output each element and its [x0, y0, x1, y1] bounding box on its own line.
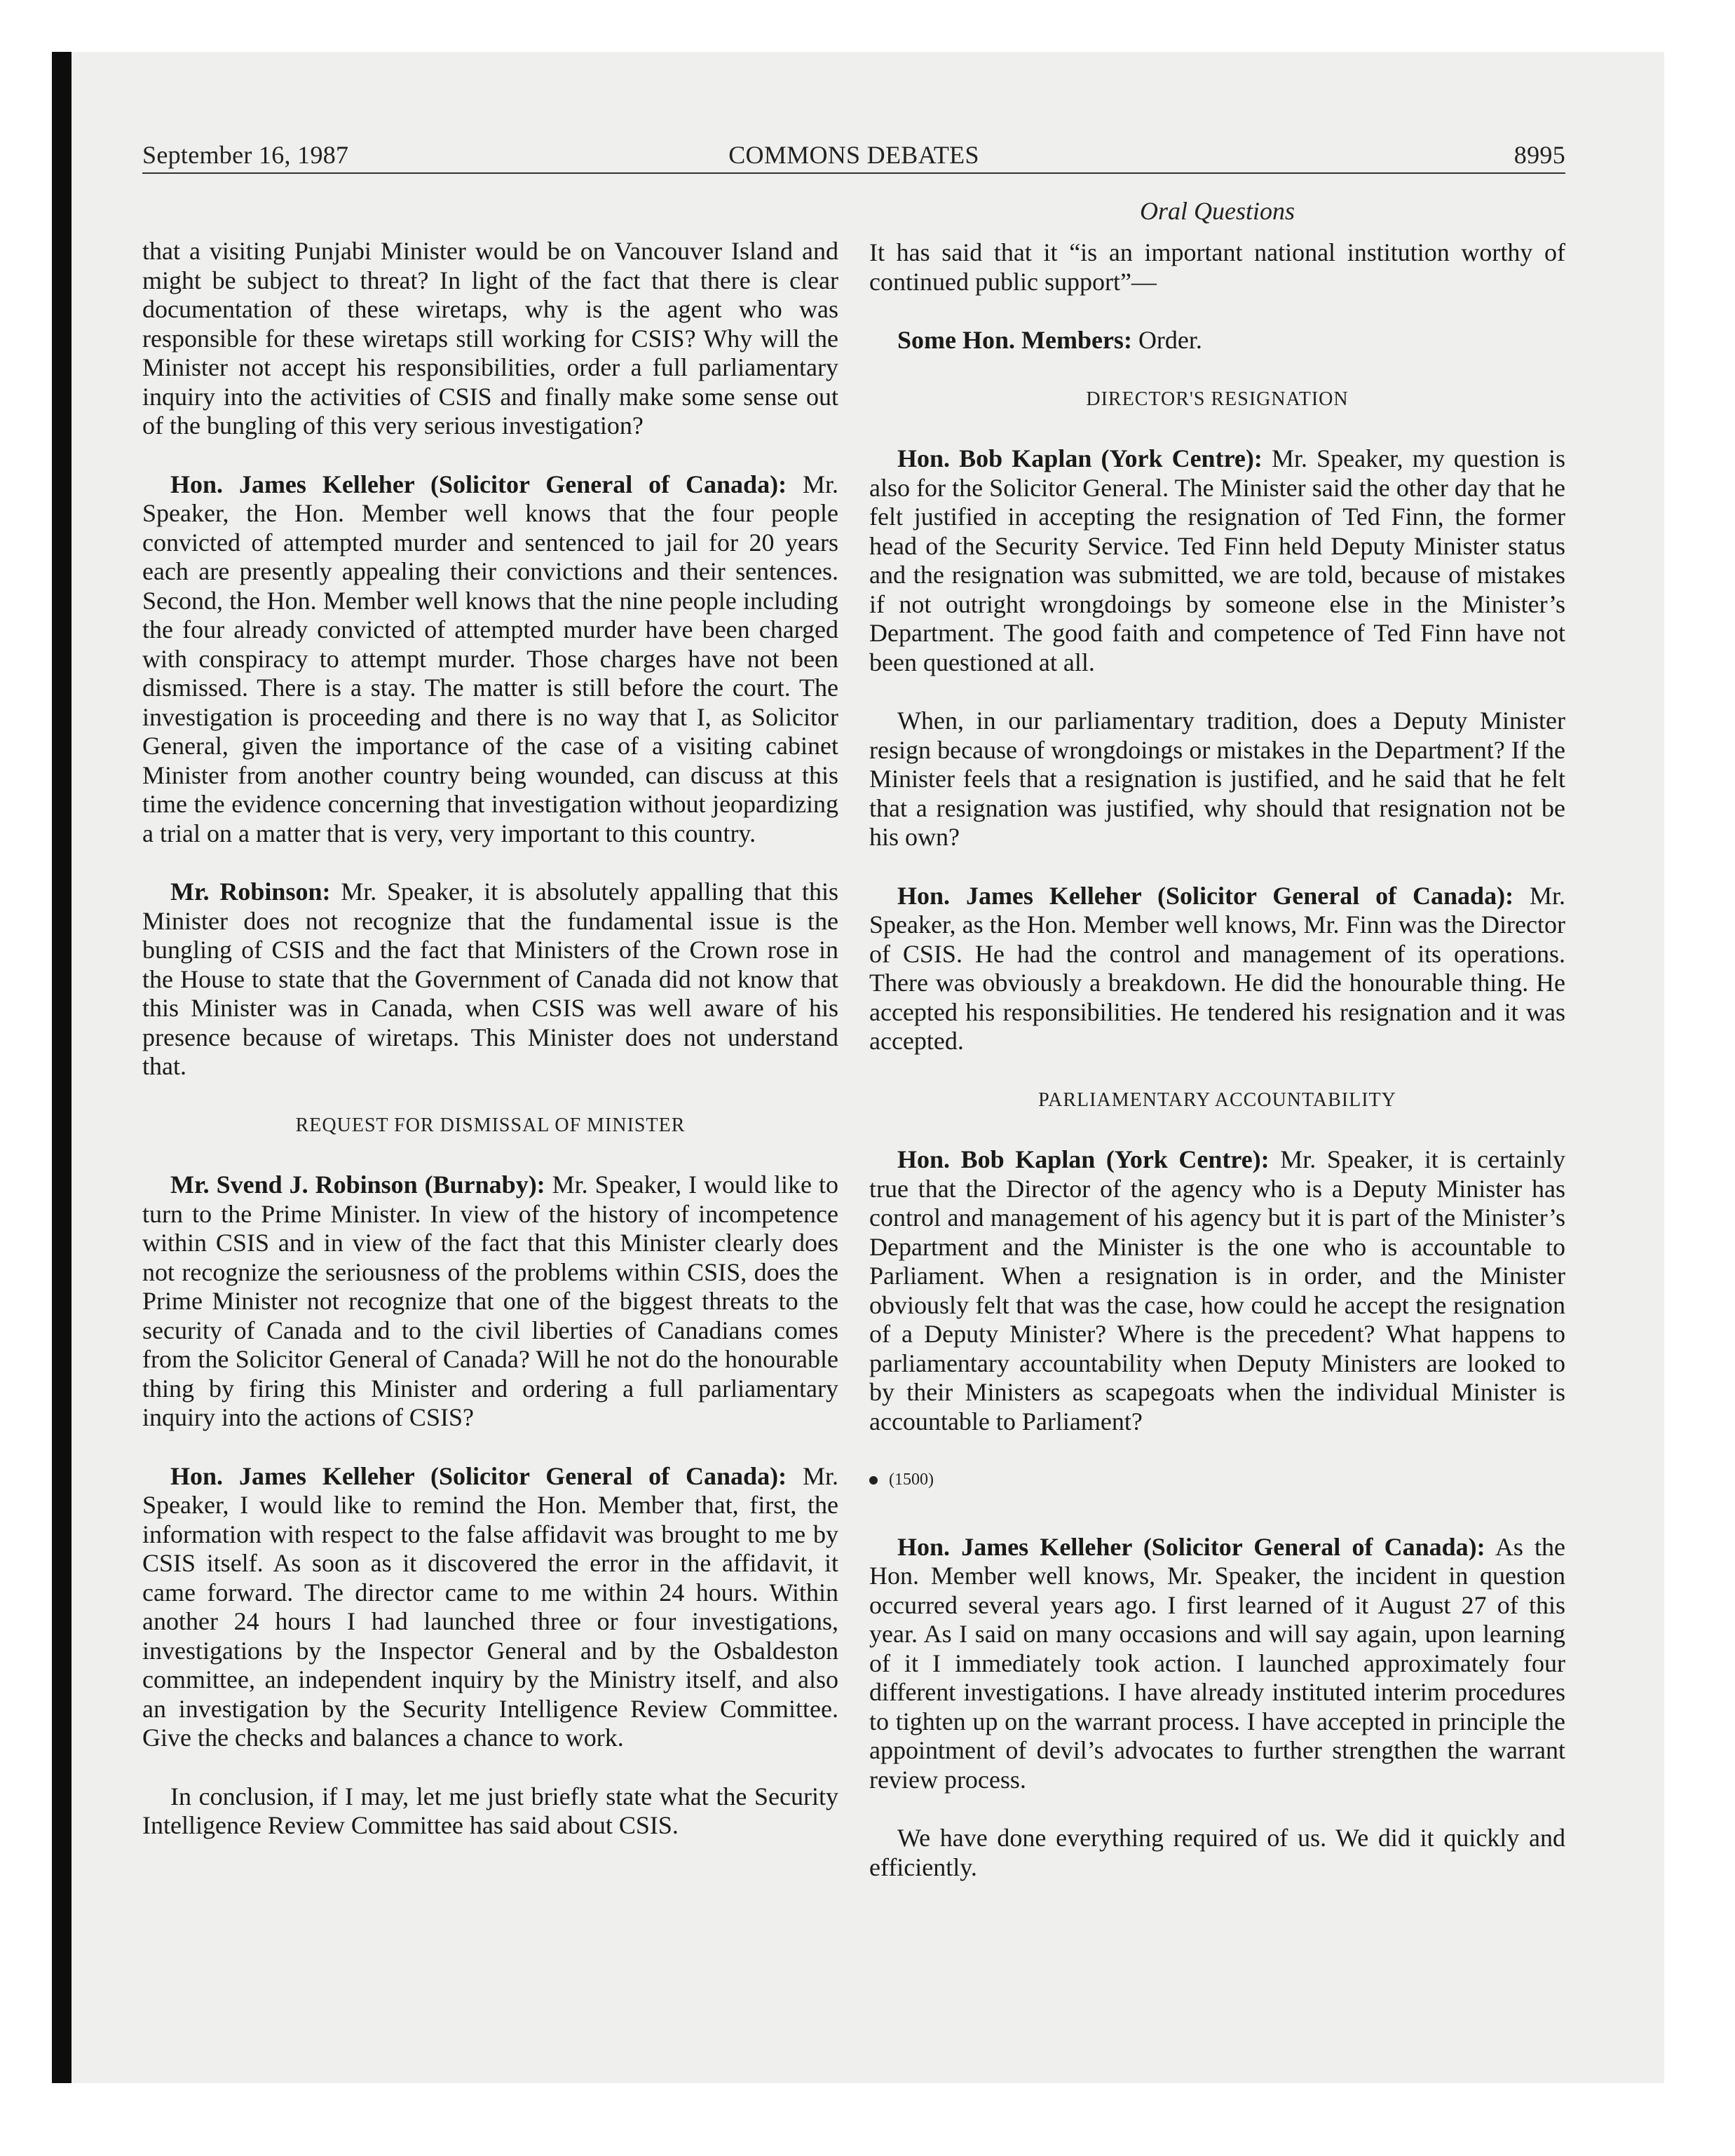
paragraph: When, in our parliamentary tradition, does a Deputy Minister resign because of wrongdoings or mistakes in the Department? If the Minister feels that a resignation is justified, and he said that he felt that a resignation was justified, why should that resignation not be his own? [869, 707, 1565, 851]
timestamp: (1500) [889, 1471, 934, 1489]
speech-text: As the Hon. Member well knows, Mr. Speaker, the incident in question occurred several years ago. I first learned of it August 27 of this year. As I said on many occasions and will say again, upon learning of it I immediately took action. I launched approximately four different investigations. I have already instituted interim procedures to tighten up on the warrant process. I have accepted in principle the appointment of devil’s advocates to further strengthen the warrant review process. [869, 1532, 1565, 1794]
section-heading: DIRECTOR'S RESIGNATION [1086, 388, 1349, 410]
speaker-name: Hon. James Kelleher (Solicitor General of Canada): [170, 1461, 787, 1490]
section-heading: PARLIAMENTARY ACCOUNTABILITY [1038, 1089, 1396, 1111]
paragraph [869, 882, 1565, 1056]
speech-text: Mr. Speaker, as the Hon. Member well knows, Mr. Finn was the Director of CSIS. He had the control and management of its operations. There was obviously a breakdown. He did the honourable thing. He accepted his responsibilities. He tendered his resignation and it was accepted. [869, 881, 1565, 1055]
paragraph [869, 1145, 1565, 1436]
paragraph: It has said that it “is an important national institution worthy of continued public support”— [869, 238, 1565, 296]
header-rule [142, 172, 1565, 174]
paragraph: that a visiting Punjabi Minister would be on Vancouver Island and might be subject to threat? In light of the fact that there is clear documentation of these wiretaps, why is the agent who was responsible for these wiretaps still working for CSIS? Why will the Minister not accept his responsibilities, order a full parliamentary inquiry into the activities of CSIS and finally make some sense out of the bungling of this very serious investigation? [142, 237, 838, 439]
speaker-name: Hon. Bob Kaplan (York Centre): [897, 1145, 1270, 1173]
paragraph [142, 1171, 838, 1433]
page-number: 8995 [1513, 141, 1565, 169]
speaker-name: Hon. James Kelleher (Solicitor General of Canada): [897, 1532, 1485, 1561]
speech-text: Mr. Speaker, my question is also for the Solicitor General. The Minister said the other day that he felt justified in accepting the resignation of Ted Finn, the former head of the Security Service. Ted Finn held Deputy Minister status and the resignation was submitted, we are told, because of mistakes if not outright wrongdoings by someone else in the Minister’s Department. The good faith and competence of Ted Finn have not been questioned at all. [869, 444, 1565, 676]
speech-text: Mr. Speaker, it is absolutely appalling that this Minister does not recognize that the fundamental issue is the bungling of CSIS and the fact that Ministers of the Crown rose in the House to state that the Government of Canada did not know that this Minister was in Canada, when CSIS was well aware of his presence because of wiretaps. This Minister does not understand that. [142, 878, 839, 1080]
header-title: COMMONS DEBATES [728, 141, 979, 169]
speech-text: Mr. Speaker, the Hon. Member well knows that the four people convicted of attempted murder and sentenced to jail for 20 years each are presently appealing their convictions and their sentences. Second, the Hon. Member well knows that the nine people including the four already convicted of attempted murder have been charged with conspiracy to attempt murder. Those charges have not been dismissed. There is a stay. The matter is still before the court. The investigation is proceeding and there is no way that I, as Solicitor General, given the importance of the case of a visiting cabinet Minister from another country being wounded, can discuss at this time the evidence concerning that investigation without jeopardizing a trial on a matter that is very, very important to this country. [142, 470, 838, 847]
running-head: Oral Questions [1139, 197, 1295, 225]
paragraph [142, 470, 838, 849]
left-column [142, 237, 838, 1870]
speech-text: Mr. Speaker, it is certainly true that the Director of the agency who is a Deputy Minister has control and management of his agency but it is part of the Minister’s Department and the Minister is the one who is accountable to Parliament. When a resignation is in order, and the Minister obviously felt that was the case, how could he accept the resignation of a Deputy Minister? Where is the precedent? What happens to parliamentary accountability when Deputy Ministers are looked to by their Ministers as scapegoats when the individual Minister is accountable to Parliament? [869, 1145, 1565, 1435]
paragraph: We have done everything required of us. We did it quickly and efficiently. [869, 1824, 1565, 1881]
speech-text: Mr. Speaker, I would like to turn to the Prime Minister. In view of the history of incompetence within CSIS and in view of the fact that this Minister clearly does not recognize the seriousness of the problems within CSIS, does the Prime Minister not recognize that one of the biggest threats to the security of Canada and to the civil liberties of Canadians comes from the Solicitor General of Canada? Will he not do the honourable thing by firing this Minister and ordering a full parliamentary inquiry into the actions of CSIS? [142, 1171, 838, 1431]
speaker-name: Hon. James Kelleher (Solicitor General of Canada): [897, 881, 1514, 910]
paragraph [142, 1462, 838, 1753]
speaker-name: Some Hon. Members: [897, 326, 1132, 354]
time-marker [869, 1466, 1565, 1495]
speaker-name: Hon. James Kelleher (Solicitor General of Canada): [170, 470, 787, 498]
speech-text: Order. [1131, 326, 1202, 354]
paragraph: In conclusion, if I may, let me just briefly state what the Security Intelligence Review Committee has said about CSIS. [142, 1782, 838, 1839]
section-heading: REQUEST FOR DISMISSAL OF MINISTER [295, 1114, 686, 1136]
speaker-name: Mr. Robinson: [170, 878, 331, 906]
speaker-name: Hon. Bob Kaplan (York Centre): [897, 444, 1263, 472]
binding-edge [52, 52, 72, 2083]
header-date: September 16, 1987 [142, 141, 349, 169]
right-column [869, 238, 1565, 1911]
paragraph [869, 444, 1565, 677]
page-header [142, 140, 1565, 174]
speech-text: Mr. Speaker, I would like to remind the Hon. Member that, first, the information with respect to the false affidavit was brought to me by CSIS itself. As soon as it discovered the error in the affidavit, it came forward. The director came to me within 24 hours. Within another 24 hours I had launched three or four investigations, investigations by the Inspector General and by the Osbaldeston committee, an independent inquiry by the Ministry itself, and also an investigation by the Security Intelligence Review Committee. Give the checks and balances a chance to work. [142, 1461, 838, 1752]
bullet-icon [869, 1476, 878, 1485]
paragraph [869, 326, 1565, 355]
paragraph [869, 1533, 1565, 1795]
speaker-name: Mr. Svend J. Robinson (Burnaby): [170, 1171, 545, 1199]
paragraph [142, 878, 838, 1082]
